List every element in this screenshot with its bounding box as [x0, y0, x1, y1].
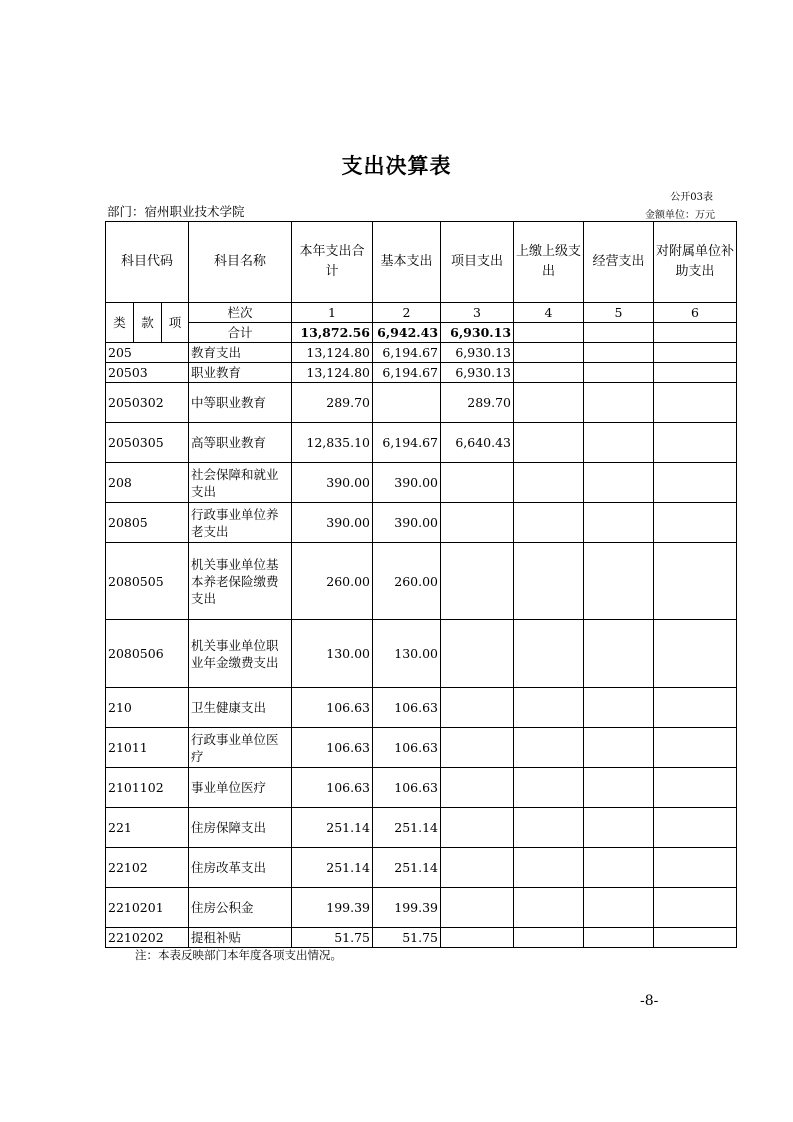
- row-subsidiary: [654, 503, 737, 543]
- table-row: [106, 383, 737, 423]
- header-project: 项目支出: [441, 222, 514, 303]
- page-title: 支出决算表: [341, 154, 452, 178]
- table-row: [106, 503, 737, 543]
- total-subsidiary: [654, 323, 737, 343]
- row-upper: [514, 620, 584, 688]
- row-business: [584, 808, 654, 848]
- row-project: 289.70: [441, 383, 514, 423]
- row-business: [584, 888, 654, 928]
- total-upper: [514, 323, 584, 343]
- row-project: [441, 503, 514, 543]
- row-basic: 390.00: [373, 463, 441, 503]
- header-kuan: 款: [134, 303, 162, 343]
- row-basic: 6,194.67: [373, 343, 441, 363]
- row-upper: [514, 728, 584, 768]
- row-project: [441, 620, 514, 688]
- row-total: 12,835.10: [292, 423, 373, 463]
- row-upper: [514, 848, 584, 888]
- column-number-row: [106, 303, 737, 323]
- row-business: [584, 620, 654, 688]
- col-number-3: 3: [441, 303, 514, 323]
- col-number-1: 1: [292, 303, 373, 323]
- row-business: [584, 928, 654, 948]
- row-code: 2210202: [106, 928, 189, 948]
- row-basic: [373, 383, 441, 423]
- row-code: 2101102: [106, 768, 189, 808]
- row-project: 6,930.13: [441, 343, 514, 363]
- row-upper: [514, 343, 584, 363]
- row-project: [441, 928, 514, 948]
- header-row: [106, 222, 737, 303]
- table-row: [106, 808, 737, 848]
- row-subsidiary: [654, 928, 737, 948]
- row-basic: 199.39: [373, 888, 441, 928]
- row-project: [441, 888, 514, 928]
- total-project: 6,930.13: [441, 323, 514, 343]
- row-code: 22102: [106, 848, 189, 888]
- row-upper: [514, 543, 584, 620]
- row-business: [584, 423, 654, 463]
- row-name: 中等职业教育: [189, 383, 292, 423]
- table-row: [106, 768, 737, 808]
- row-name: 职业教育: [189, 363, 292, 383]
- row-project: [441, 543, 514, 620]
- row-subsidiary: [654, 543, 737, 620]
- col-number-5: 5: [584, 303, 654, 323]
- row-upper: [514, 503, 584, 543]
- row-name: 事业单位医疗: [189, 768, 292, 808]
- total-business: [584, 323, 654, 343]
- department-label: 部门：宿州职业技术学院: [107, 204, 245, 219]
- row-name: 卫生健康支出: [189, 688, 292, 728]
- row-code: 2050305: [106, 423, 189, 463]
- header-xiang: 项: [162, 303, 189, 343]
- header-upper: 上缴上级支出: [514, 222, 584, 303]
- row-code: 2080505: [106, 543, 189, 620]
- page-number: -8-: [640, 993, 659, 1009]
- row-name: 社会保障和就业支出: [189, 463, 292, 503]
- row-business: [584, 463, 654, 503]
- header-lanci: 栏次: [189, 303, 292, 323]
- row-basic: 260.00: [373, 543, 441, 620]
- row-subsidiary: [654, 423, 737, 463]
- row-name: 提租补贴: [189, 928, 292, 948]
- row-subsidiary: [654, 728, 737, 768]
- row-basic: 251.14: [373, 808, 441, 848]
- table-row: [106, 543, 737, 620]
- row-basic: 106.63: [373, 768, 441, 808]
- row-upper: [514, 928, 584, 948]
- table-row: [106, 888, 737, 928]
- row-subsidiary: [654, 343, 737, 363]
- table-row: [106, 343, 737, 363]
- row-upper: [514, 463, 584, 503]
- header-code: 科目代码: [106, 222, 189, 303]
- row-business: [584, 688, 654, 728]
- row-basic: 6,194.67: [373, 363, 441, 383]
- row-subsidiary: [654, 463, 737, 503]
- col-number-2: 2: [373, 303, 441, 323]
- row-total: 106.63: [292, 768, 373, 808]
- row-total: 260.00: [292, 543, 373, 620]
- row-business: [584, 503, 654, 543]
- row-name: 机关事业单位职业年金缴费支出: [189, 620, 292, 688]
- row-total: 251.14: [292, 808, 373, 848]
- col-number-4: 4: [514, 303, 584, 323]
- row-code: 2050302: [106, 383, 189, 423]
- row-upper: [514, 423, 584, 463]
- row-business: [584, 728, 654, 768]
- row-total: 106.63: [292, 688, 373, 728]
- row-business: [584, 343, 654, 363]
- row-business: [584, 848, 654, 888]
- row-code: 2210201: [106, 888, 189, 928]
- row-name: 住房改革支出: [189, 848, 292, 888]
- total-basic: 6,942.43: [373, 323, 441, 343]
- table-row: [106, 928, 737, 948]
- table-row: [106, 363, 737, 383]
- header-business: 经营支出: [584, 222, 654, 303]
- row-basic: 130.00: [373, 620, 441, 688]
- header-lei: 类: [106, 303, 134, 343]
- row-code: 20503: [106, 363, 189, 383]
- row-basic: 106.63: [373, 688, 441, 728]
- row-subsidiary: [654, 363, 737, 383]
- row-total: 106.63: [292, 728, 373, 768]
- row-project: 6,930.13: [441, 363, 514, 383]
- row-basic: 251.14: [373, 848, 441, 888]
- table-row: [106, 688, 737, 728]
- row-project: [441, 463, 514, 503]
- row-project: [441, 808, 514, 848]
- total-label: 合计: [189, 323, 292, 343]
- row-total: 390.00: [292, 463, 373, 503]
- footnote: 注：本表反映部门本年度各项支出情况。: [135, 948, 342, 962]
- row-total: 13,124.80: [292, 343, 373, 363]
- row-subsidiary: [654, 768, 737, 808]
- row-subsidiary: [654, 808, 737, 848]
- row-business: [584, 768, 654, 808]
- row-basic: 106.63: [373, 728, 441, 768]
- row-code: 221: [106, 808, 189, 848]
- row-name: 机关事业单位基本养老保险缴费支出: [189, 543, 292, 620]
- row-subsidiary: [654, 620, 737, 688]
- row-name: 行政事业单位医疗: [189, 728, 292, 768]
- row-total: 289.70: [292, 383, 373, 423]
- row-total: 51.75: [292, 928, 373, 948]
- row-code: 2080506: [106, 620, 189, 688]
- expenditure-table: [105, 221, 737, 948]
- row-subsidiary: [654, 688, 737, 728]
- row-subsidiary: [654, 383, 737, 423]
- header-name: 科目名称: [189, 222, 292, 303]
- table-row: [106, 423, 737, 463]
- row-basic: 51.75: [373, 928, 441, 948]
- row-business: [584, 363, 654, 383]
- row-project: [441, 688, 514, 728]
- row-project: [441, 728, 514, 768]
- row-code: 208: [106, 463, 189, 503]
- row-name: 住房公积金: [189, 888, 292, 928]
- row-project: [441, 768, 514, 808]
- row-total: 251.14: [292, 848, 373, 888]
- form-number: 公开03表: [670, 192, 713, 203]
- row-name: 高等职业教育: [189, 423, 292, 463]
- header-basic: 基本支出: [373, 222, 441, 303]
- row-basic: 6,194.67: [373, 423, 441, 463]
- row-project: [441, 848, 514, 888]
- table-row: [106, 620, 737, 688]
- row-upper: [514, 383, 584, 423]
- row-upper: [514, 363, 584, 383]
- row-basic: 390.00: [373, 503, 441, 543]
- row-subsidiary: [654, 888, 737, 928]
- row-name: 住房保障支出: [189, 808, 292, 848]
- row-code: 21011: [106, 728, 189, 768]
- header-total: 本年支出合计: [292, 222, 373, 303]
- row-total: 130.00: [292, 620, 373, 688]
- row-code: 20805: [106, 503, 189, 543]
- row-business: [584, 543, 654, 620]
- table-row: [106, 848, 737, 888]
- table-row: [106, 463, 737, 503]
- row-upper: [514, 688, 584, 728]
- amount-unit: 金额单位：万元: [645, 210, 715, 221]
- row-upper: [514, 768, 584, 808]
- row-business: [584, 383, 654, 423]
- row-name: 行政事业单位养老支出: [189, 503, 292, 543]
- header-subsidiary: 对附属单位补助支出: [654, 222, 737, 303]
- row-total: 390.00: [292, 503, 373, 543]
- row-code: 205: [106, 343, 189, 363]
- col-number-6: 6: [654, 303, 737, 323]
- row-code: 210: [106, 688, 189, 728]
- total-sum: 13,872.56: [292, 323, 373, 343]
- row-total: 13,124.80: [292, 363, 373, 383]
- total-row: [106, 323, 737, 343]
- row-project: 6,640.43: [441, 423, 514, 463]
- row-name: 教育支出: [189, 343, 292, 363]
- table-row: [106, 728, 737, 768]
- row-total: 199.39: [292, 888, 373, 928]
- row-subsidiary: [654, 848, 737, 888]
- row-upper: [514, 808, 584, 848]
- row-upper: [514, 888, 584, 928]
